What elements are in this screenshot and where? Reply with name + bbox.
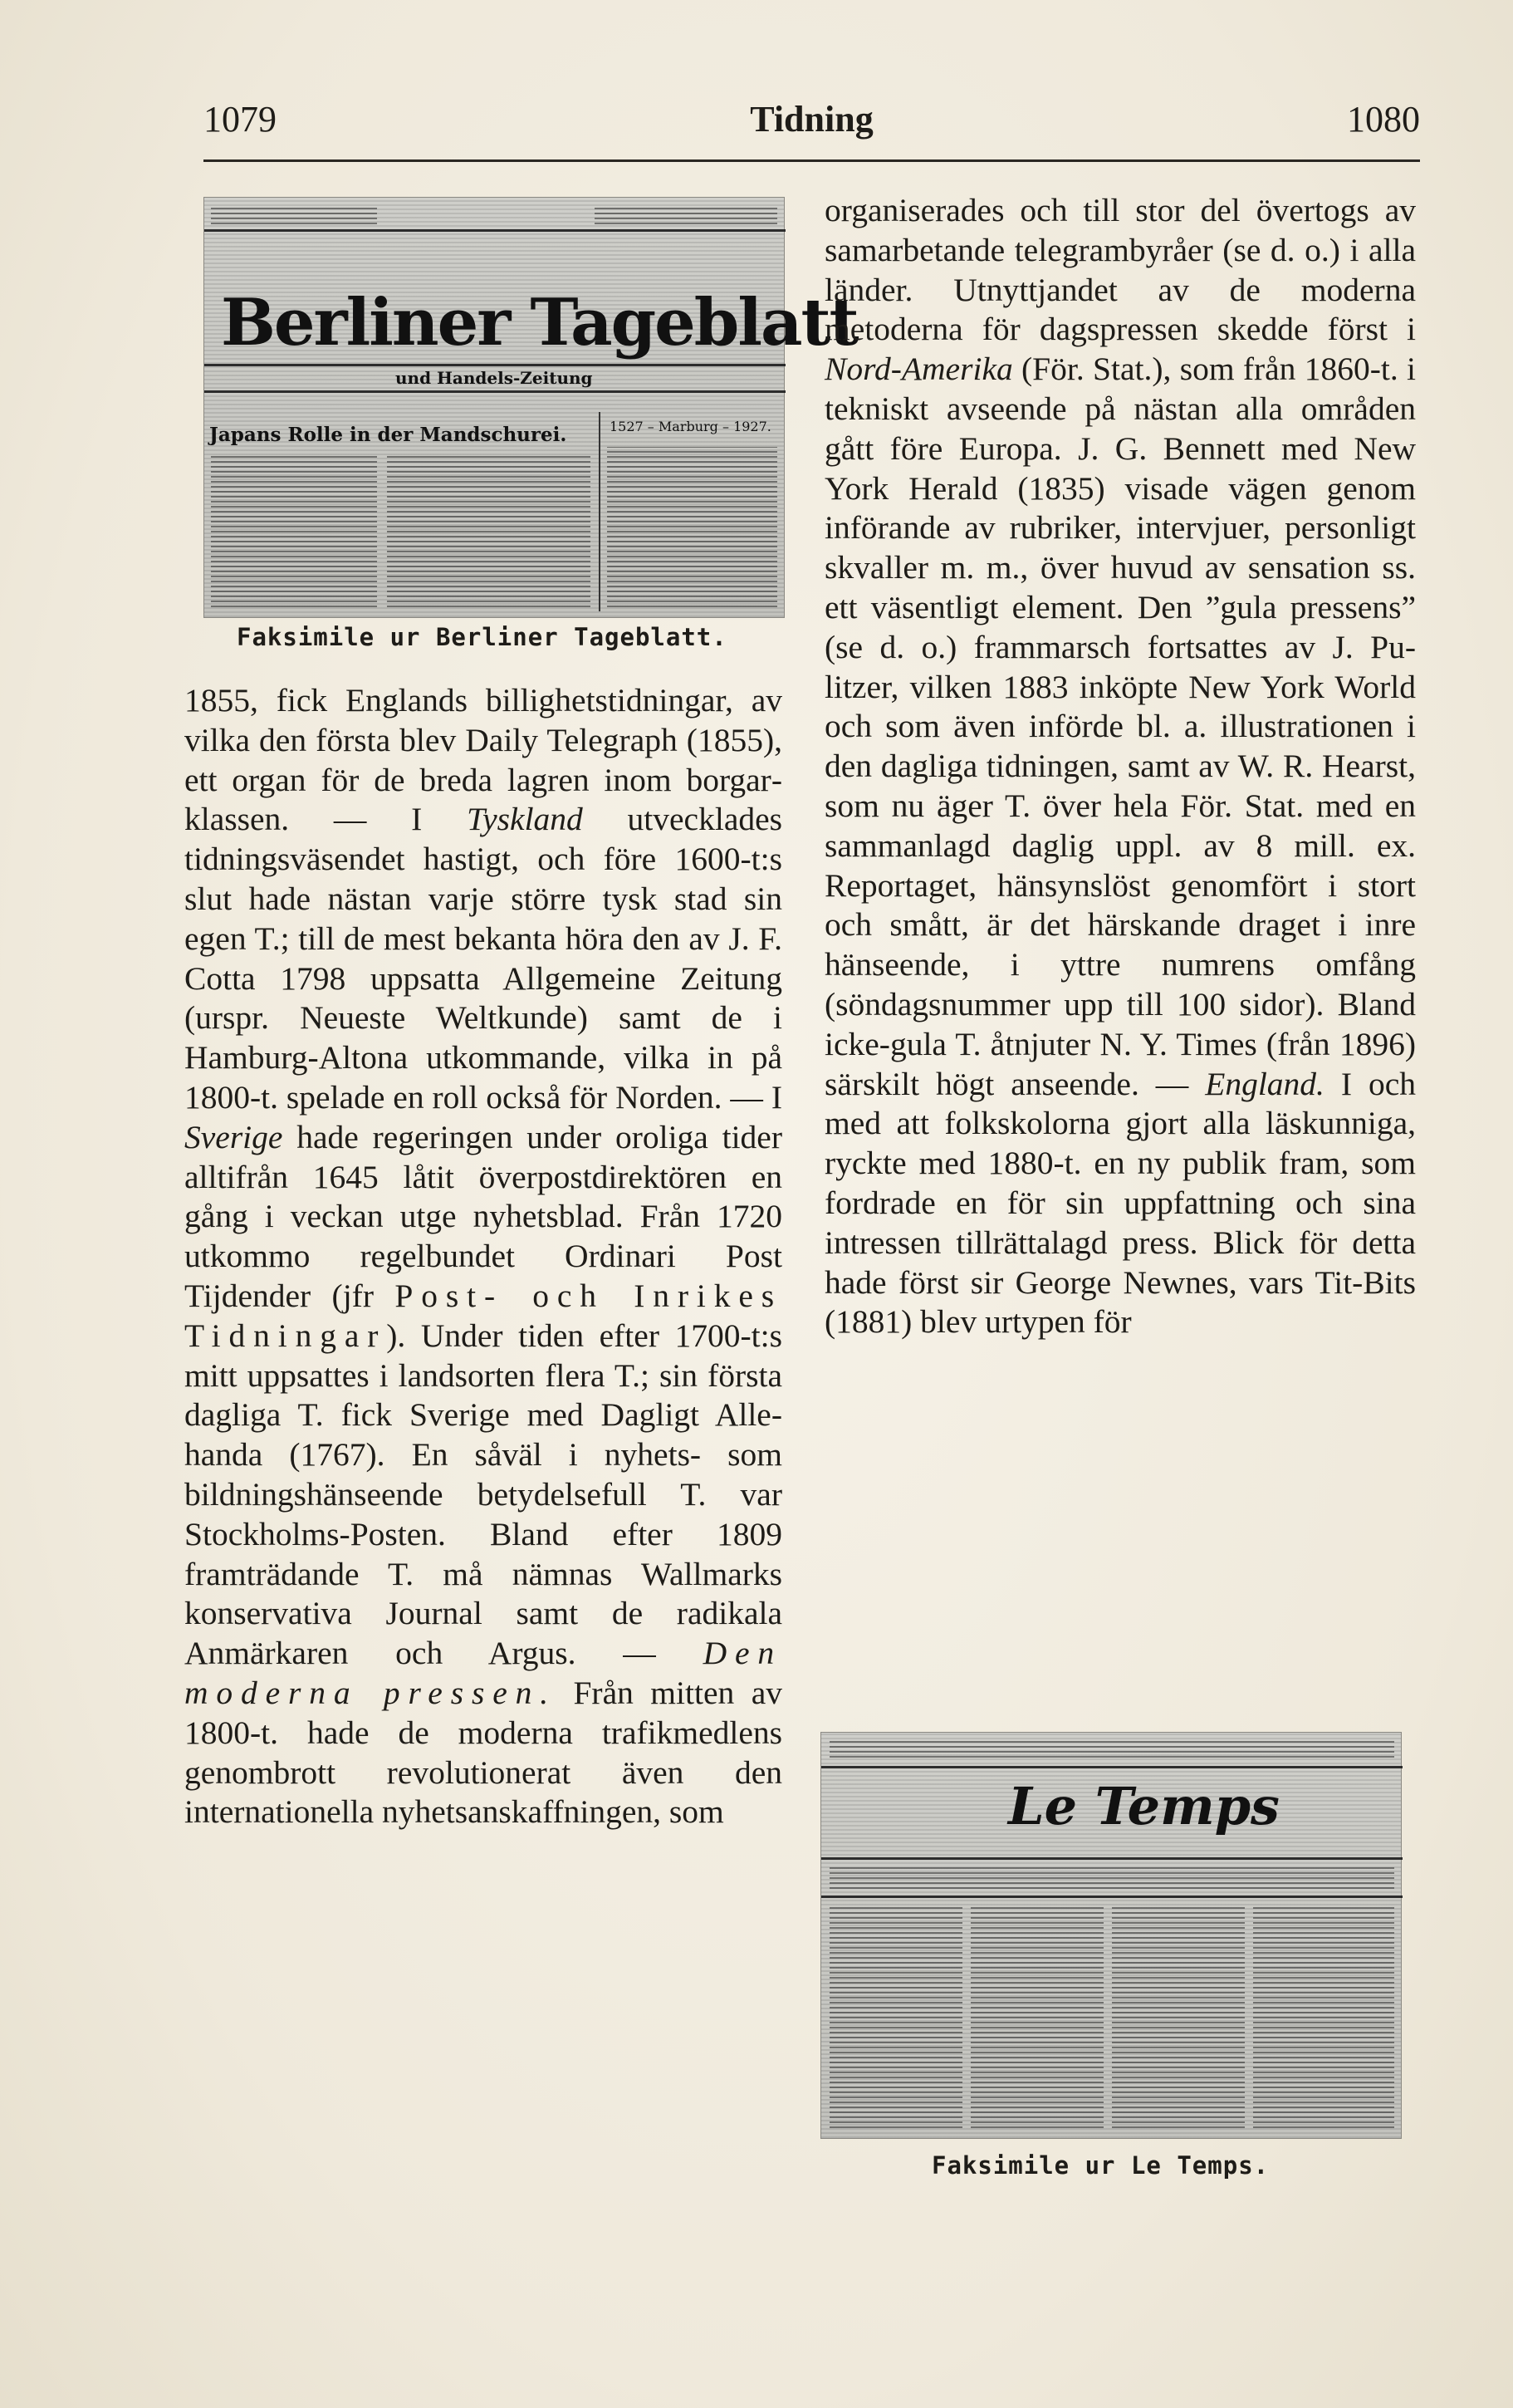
running-header: [203, 98, 1420, 156]
left-column-text: 1855, fick Englands billighetstidningar, av vilka den första blev Daily Telegraph (1855), ett organ för de breda lagren inom borgarklassen. — I Tyskland utvecklades tidningsväsendet hastigt, och före 1600-t:s slut hade nästan varje större tysk stad sin egen T.; till de mest bekanta höra den av J. F. Cotta 1798 uppsatta Allgemeine Zeitung (urspr. Neueste Weltkunde) samt de i Hamburg-Altona utkommande, vilka in på 1800-t. spelade en roll också för Norden. — I Sverige hade regeringen under oroliga tider alltifrån 1645 låtit överpostdirektören en gång i veckan utge nyhetsblad. Från 1720 utkommo regelbundet Ordinari Post Tijdender (jfr Post- och Inrikes Tidningar). Under tiden efter 1700-t:s mitt uppsattes i landsorten flera T.; sin första dagliga T. fick Sverige med Dagligt Allehanda (1767). En såväl i nyhets- som bildningshänseende betydelsefull T. var Stockholms-Posten. Bland efter 1809 framträdande T. må nämnas Wallmarks konservativa Journal samt de radikala Anmärkaren och Argus. — Den moderna pressen. Från mitten av 1800-t. hade de moderna trafikmedlens genombrott revolutionerat även den internationella nyhetsanskaffningen, som: [184, 682, 783, 1831]
page-number-left: 1079: [203, 99, 277, 140]
le-temps-masthead: Le Temps: [1008, 1776, 1280, 1837]
berliner-caption: Faksimile ur Berliner Tageblatt.: [237, 623, 727, 651]
berliner-masthead: Berliner Tageblatt: [221, 285, 858, 360]
header-rule: [203, 159, 1420, 162]
figure-berliner-tageblatt: [203, 197, 858, 651]
left-column: [184, 681, 782, 1832]
running-title: Tidning: [750, 99, 874, 140]
le-temps-caption: Faksimile ur Le Temps.: [932, 2151, 1270, 2180]
page-number-right: 1080: [1347, 99, 1420, 140]
right-column: [825, 191, 1416, 1342]
berliner-subtitle: und Handels-Zeitung: [395, 368, 593, 388]
berliner-headline: Japans Rolle in der Mandschurei.: [209, 424, 567, 446]
le-temps-image: [820, 1732, 1402, 2139]
berliner-tageblatt-image: [203, 197, 858, 618]
right-column-text: organiserades och till stor del övertogs av samarbetande telegrambyråer (se d. o.) i alla länder. Utnyttjandet av de moderna metoderna för dagspressen skedde först i Nord-Amerika (För. Stat.), som från 1860-t. i tekniskt avseende på nästan alla områden gått före Europa. J. G. Bennett med New York Herald (1835) visade vägen genom införande av rubriker, intervjuer, personligt skvaller m. m., över huvud av sensation ss. ett väsentligt element. Den ”gula pressens” (se d. o.) frammarsch fortsattes av J. Pulitzer, vilken 1883 inköpte New York World och som även införde bl. a. illustrationen i den dagliga tidningen, samt av W. R. Hearst, som nu äger T. över hela För. Stat. med en sammanlagd daglig uppl. av 8 mill. ex. Reportaget, hänsynslöst genomfört i stort och smått, är det härskande draget i inre hänseende, i yttre numrens omfång (söndagsnummer upp till 100 sidor). Bland icke-gula T. åtnjuter N. Y. Times (från 1896) särskilt högt anseende. — England. I och med att folkskolorna gjort alla läskunniga, ryckte med 1880-t. en ny publik fram, som fordrade en för sin uppfattning och sina intressen tillrättalagd press. Blick för detta hade först sir George Newnes, vars Tit-Bits (1881) blev urtypen för: [825, 192, 1416, 1341]
figure-le-temps: [820, 1732, 1402, 2180]
berliner-dates: 1527 – Marburg – 1927.: [610, 419, 771, 434]
